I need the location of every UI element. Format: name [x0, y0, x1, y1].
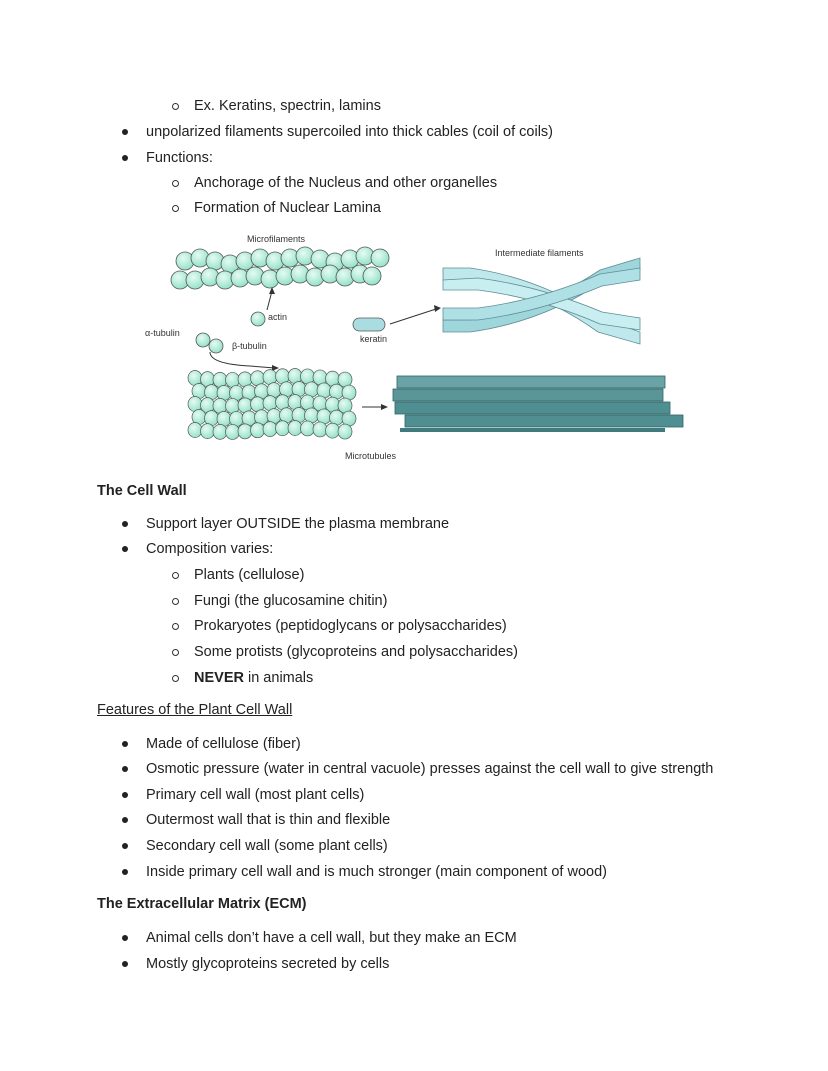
bullet-icon [122, 546, 128, 552]
bullet-icon [122, 817, 128, 823]
tubulin-sphere [338, 424, 352, 439]
composition-item: Some protists (glycoproteins and polysaccharides) [194, 644, 518, 660]
microtubule-spheres [188, 369, 356, 440]
composition-item: Plants (cellulose) [194, 567, 305, 583]
composition-item-never [194, 669, 313, 687]
composition-item: Prokaryotes (peptidoglycans or polysaccharides) [194, 618, 507, 634]
sub-example: Ex. Keratins, spectrin, lamins [194, 98, 381, 114]
keratin-label: keratin [360, 334, 388, 344]
hollow-bullet-icon [172, 649, 179, 656]
bullet-icon [122, 935, 128, 941]
hollow-bullet-icon [172, 598, 179, 605]
bullet-icon [122, 961, 128, 967]
hollow-bullet-icon [172, 675, 179, 682]
microfilament-spheres [171, 247, 389, 289]
composition-item: Fungi (the glucosamine chitin) [194, 593, 388, 609]
hollow-bullet-icon [172, 205, 179, 212]
never-bold: NEVER [194, 670, 244, 686]
tubulin-sphere [188, 423, 202, 438]
tubulin-sphere [238, 424, 252, 439]
bullet-icon [122, 869, 128, 875]
hollow-bullet-icon [172, 623, 179, 630]
intermediate-label: Intermediate filaments [495, 248, 584, 258]
intermediate-filament-rope [443, 258, 640, 344]
bullet-unpolarized: unpolarized filaments supercoiled into thick cables (coil of coils) [146, 124, 553, 140]
bullet-icon [122, 792, 128, 798]
ecm-bullet: Animal cells don’t have a cell wall, but they make an ECM [146, 930, 517, 946]
cell-wall-bullet: Support layer OUTSIDE the plasma membrane [146, 516, 450, 532]
tubulin-sphere [326, 423, 340, 438]
bullet-icon [122, 766, 128, 772]
plant-wall-bullet: Inside primary cell wall and is much stronger (main component of wood) [146, 864, 607, 880]
cytoskeleton-figure [140, 228, 700, 473]
actin-label: actin [268, 312, 288, 322]
plant-wall-bullet: Osmotic pressure (water in central vacuole) presses against the cell wall to give strength [146, 761, 714, 777]
arrow-line [210, 352, 275, 368]
plant-wall-bullet: Primary cell wall (most plant cells) [146, 787, 365, 803]
bullet-icon [122, 155, 128, 161]
tubulin-sphere [288, 421, 302, 436]
beta-tubulin-label: β-tubulin [232, 341, 267, 351]
ecm-heading: The Extracellular Matrix (ECM) [97, 896, 307, 912]
alpha-tubulin-label: α-tubulin [145, 328, 180, 338]
function-item: Formation of Nuclear Lamina [194, 200, 381, 216]
tubulin-sphere [213, 424, 227, 439]
bullet-icon [122, 843, 128, 849]
plant-wall-subheading: Features of the Plant Cell Wall [97, 702, 293, 718]
bullet-icon [122, 521, 128, 527]
tubulin-sphere [313, 422, 327, 437]
bullet-icon [122, 741, 128, 747]
cell-wall-bullet: Composition varies: [146, 541, 274, 557]
tubulin-sphere [263, 422, 277, 437]
tubulin-sphere [301, 421, 315, 436]
hollow-bullet-icon [172, 103, 179, 110]
hollow-bullet-icon [172, 180, 179, 187]
keratin-unit [353, 318, 385, 331]
arrow-head-icon [381, 404, 388, 410]
alpha-tubulin-sphere [196, 333, 210, 347]
ecm-bullet: Mostly glycoproteins secreted by cells [146, 956, 390, 972]
function-item: Anchorage of the Nucleus and other organelles [194, 175, 498, 191]
hollow-bullet-icon [172, 572, 179, 579]
bullet-icon [122, 129, 128, 135]
arrow-line [390, 309, 436, 324]
microfilaments-label: Microfilaments [247, 234, 306, 244]
tubulin-sphere [226, 424, 240, 439]
beta-tubulin-sphere [209, 339, 223, 353]
microtubule-rods [393, 376, 683, 432]
plant-wall-bullet: Outermost wall that is thin and flexible [146, 812, 391, 828]
bullet-functions: Functions: [146, 150, 213, 166]
never-rest: in animals [243, 670, 314, 686]
tubulin-sphere [201, 424, 215, 439]
plant-wall-bullet: Made of cellulose (fiber) [146, 736, 301, 752]
arrow-head-icon [434, 305, 441, 312]
actin-monomer [251, 312, 265, 326]
microtubules-label: Microtubules [345, 451, 397, 461]
tubulin-sphere [251, 423, 265, 438]
plant-wall-bullet: Secondary cell wall (some plant cells) [146, 838, 388, 854]
cell-wall-heading: The Cell Wall [97, 483, 187, 499]
tubulin-sphere [276, 421, 290, 436]
